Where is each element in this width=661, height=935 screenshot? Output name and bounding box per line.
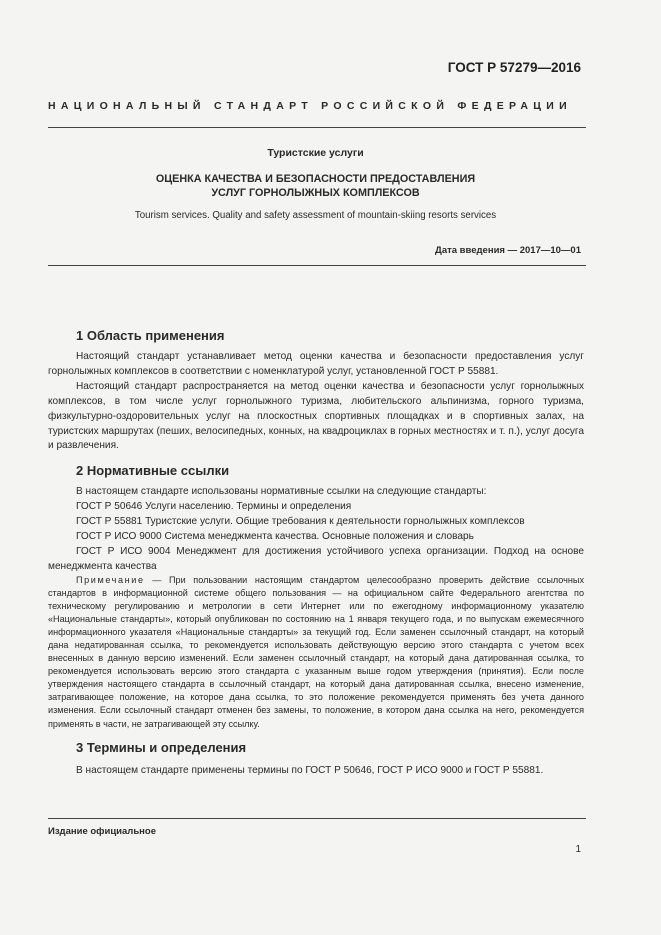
title-line-1: ОЦЕНКА КАЧЕСТВА И БЕЗОПАСНОСТИ ПРЕДОСТАВЛЕНИЯ [155,173,476,185]
reference-item: ГОСТ Р 55881 Туристские услуги. Общие требования к деятельности горнолыжных комплексов [76,515,525,527]
page-number: 1 [575,844,581,855]
document-topic: Туристские услуги [267,147,364,159]
reference-item: ГОСТ Р ИСО 9000 Система менеджмента качества. Основные положения и словарь [76,530,474,542]
reference-item: ГОСТ Р ИСО 9004 Менеджмент для достижения устойчивого успеха организации. Подход на основе менеджмента качества [48,545,584,572]
section-heading-terms: 3 Термины и определения [76,740,247,755]
note-paragraph [48,574,584,731]
footer-divider [48,818,586,819]
note-label: Примечание [76,575,145,585]
title-divider [48,265,586,266]
reference-item: ГОСТ Р 50646 Услуги населению. Термины и определения [76,500,352,512]
section-heading-scope: 1 Область применения [76,328,225,343]
title-line-2: УСЛУГ ГОРНОЛЫЖНЫХ КОМПЛЕКСОВ [211,187,420,199]
english-title: Tourism services. Quality and safety assessment of mountain-skiing resorts services [134,210,497,221]
section-terms-body [48,764,584,779]
standard-number: ГОСТ Р 57279—2016 [447,60,581,75]
section-references-body [48,485,584,574]
paragraph: Настоящий стандарт устанавливает метод оценки качества и безопасности предоставления услуг горнолыжных комплексов в соответствии с номенклатурой услуг, установленной ГОСТ Р 55881. [48,351,584,377]
header-divider [48,127,586,128]
section-heading-normative-references: 2 Нормативные ссылки [76,463,230,478]
national-standard-title: НАЦИОНАЛЬНЫЙ СТАНДАРТ РОССИЙСКОЙ ФЕДЕРАЦИИ [48,100,572,112]
introduction-date: Дата введения — 2017—10—01 [435,245,581,256]
document-title [0,172,631,200]
paragraph: Настоящий стандарт распространяется на метод оценки качества и безопасности услуг горнолыжных комплексов, в том числе услуг горнолыжного туризма, любительского альпинизма, горного туризма, физкультурно-оздоровительных услуг на плоскостных спортивных площадках и в спортивных залах, на туристских маршрутах (пеших, велосипедных, конных, на квадроциклах в горных местностях и т. п.), услуг досуга и развлечения. [48,380,584,452]
edition-label: Издание официальное [48,826,156,837]
paragraph: В настоящем стандарте применены термины по ГОСТ Р 50646, ГОСТ Р ИСО 9000 и ГОСТ Р 55881. [76,765,544,776]
paragraph: В настоящем стандарте использованы нормативные ссылки на следующие стандарты: [76,486,487,497]
section-scope-body [48,350,584,454]
note-block [48,574,584,731]
note-text: — При пользовании настоящим стандартом целесообразно проверить действие ссылочных стандартов в информационной системе общего пользования — на официальном сайте Федерального агентства по техническому регулированию и метрологии в сети Интернет или по ежегодному информационному указателю «Национальные стандарты», который опубликован по состоянию на 1 января текущего года, и по выпускам ежемесячного информационного указателя «Национальные стандарты» за текущий год. Если заменен ссылочный стандарт, на который дана недатированная ссылка, то рекомендуется использовать действующую версию этого стандарта с учетом всех внесенных в данную версию изменений. Если заменен ссылочный стандарт, на который дана датированная ссылка, то рекомендуется использовать версию этого стандарта с указанным выше годом утверждения (принятия). Если после утверждения настоящего стандарта в ссылочный стандарт, на который дана датированная ссылка, внесено изменение, затрагивающее положение, на которое дана ссылка, то это положение рекомендуется применять без учета данного изменения. Если ссылочный стандарт отменен без замены, то положение, в котором дана ссылка на него, рекомендуется применять в части, не затрагивающей эту ссылку. [48,575,584,729]
